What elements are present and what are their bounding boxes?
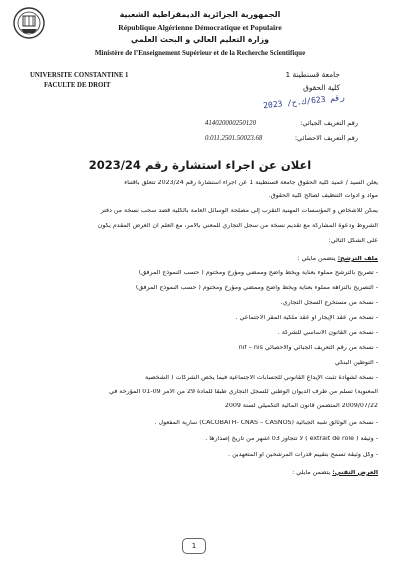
body-line-2: مواد و أدوات التنظيف لصالح كلية الحقوق. — [268, 193, 378, 199]
candidacy-item: - نسخة من الوثائق شبه الجبائية (CACOBATH- CNAS – CASNOS) سارية المفعول . — [154, 420, 378, 426]
tech-offer-heading — [22, 470, 378, 476]
candidacy-item: - وكل وثيقة تسمح بتقييم قدرات المرشحين أو المتعهدين . — [228, 452, 378, 458]
stat-id-label: رقم التعريف الاحصائي: — [294, 134, 358, 142]
candidacy-item: المعنوية) تسلم من طرف الديوان الوطني للسجل التجاري طبقا للمادة 29 من الأمر 09-01 المؤرخة في — [109, 389, 378, 395]
republic-french: République Algérienne Démocratique et Populaire — [118, 23, 282, 32]
candidacy-item: - نسخة من القانون الأساسي للشركة . — [277, 330, 378, 336]
candidacy-heading — [22, 256, 378, 262]
page-number: 1 — [182, 538, 206, 554]
candidacy-item: - التصريح بالنزاهة مملوء بعناية ويخط واضح وممضي ومؤرخ ومختوم ( حسب النموذج المرفق) — [135, 285, 378, 291]
candidacy-item: - نسخة لشهادة تثبت الإيداع القانوني للحسابات الاجتماعية فيما يخص الشركات ( الشخصية — [144, 375, 378, 381]
tax-id-label: رقم التعريف الجبائي: — [300, 119, 358, 127]
candidacy-item: - نسخة من رقم التعريف الجبائي والاحصائي nif – nis — [238, 345, 378, 351]
ministry-arabic: وزارة التعليم العالي و البحث العلمي — [131, 35, 269, 44]
stat-id-value: 0.011.2501.50023.68 — [205, 135, 263, 142]
candidacy-intro: يتضمن مايلي : — [297, 256, 336, 262]
ministry-french: Ministère de l’Enseignement Supérieur et de la Recherche Scientifique — [94, 49, 306, 57]
republic-arabic: الجمهورية الجزائرية الديمقراطية الشعبية — [119, 10, 281, 19]
university-name-french: UNIVERSITE CONSTANTINE 1 — [30, 72, 129, 79]
candidacy-item: 2009/07/22 المتضمن قانون المالية التكميلي لسنة 2009 — [224, 403, 378, 409]
body-line-1: يعلن السيد / عميد كلية الحقوق جامعة قسنطينة 1 عن اجراء استشارة رقم 2023/24 تتعلق باقتناء — [124, 180, 378, 186]
tech-offer-label: العرض التقني: — [332, 470, 378, 476]
candidacy-label: ملف الترشح: — [337, 256, 378, 262]
tech-offer-intro: يتضمن مايلي : — [292, 470, 331, 476]
candidacy-item: - تصريح بالترشح مملوء بعناية ويخط واضح وممضي ومؤرخ ومختوم ( حسب النموذج المرفق) — [138, 270, 378, 276]
body-line-4: الشروط ودعوة المشاركة مع تقديم نسخة من سجل التجاري للمعني بالأمر، مع العلم أن العرض المقدم يكون — [97, 223, 378, 229]
announcement-title: اعلان عن اجراء استشارة رقم 2023/24 — [88, 158, 312, 172]
tax-id-value: 414020000250120 — [205, 120, 256, 127]
faculty-name-french: FACULTE DE DROIT — [44, 82, 111, 89]
candidacy-item: - وثيقة ( extrait de rôle ) لا تتجاوز 03 أشهر من تاريخ إصدارها . — [205, 436, 378, 442]
candidacy-item: - نسخة من مستخرج السجل التجاري. — [280, 300, 378, 306]
university-name-arabic: جامعة قسنطينة 1 — [285, 70, 340, 79]
handwritten-reference: رقم 623/ك.ح/ 2023 — [262, 92, 346, 111]
faculty-name-arabic: كلية الحقوق — [303, 83, 340, 92]
body-line-5: على الشكل التالي: — [328, 238, 378, 244]
candidacy-item: - نسخة من عقد الإيجار أو عقد ملكية المقر الاجتماعي . — [235, 315, 378, 321]
candidacy-item: - التوطين البنكي — [335, 360, 378, 366]
body-line-3: يمكن للأشخاص و المؤسسات المهنية التقرب إلى مصلحة الوسائل العامة بالكلية قصد سحب نسخة من دفتر — [100, 208, 378, 214]
